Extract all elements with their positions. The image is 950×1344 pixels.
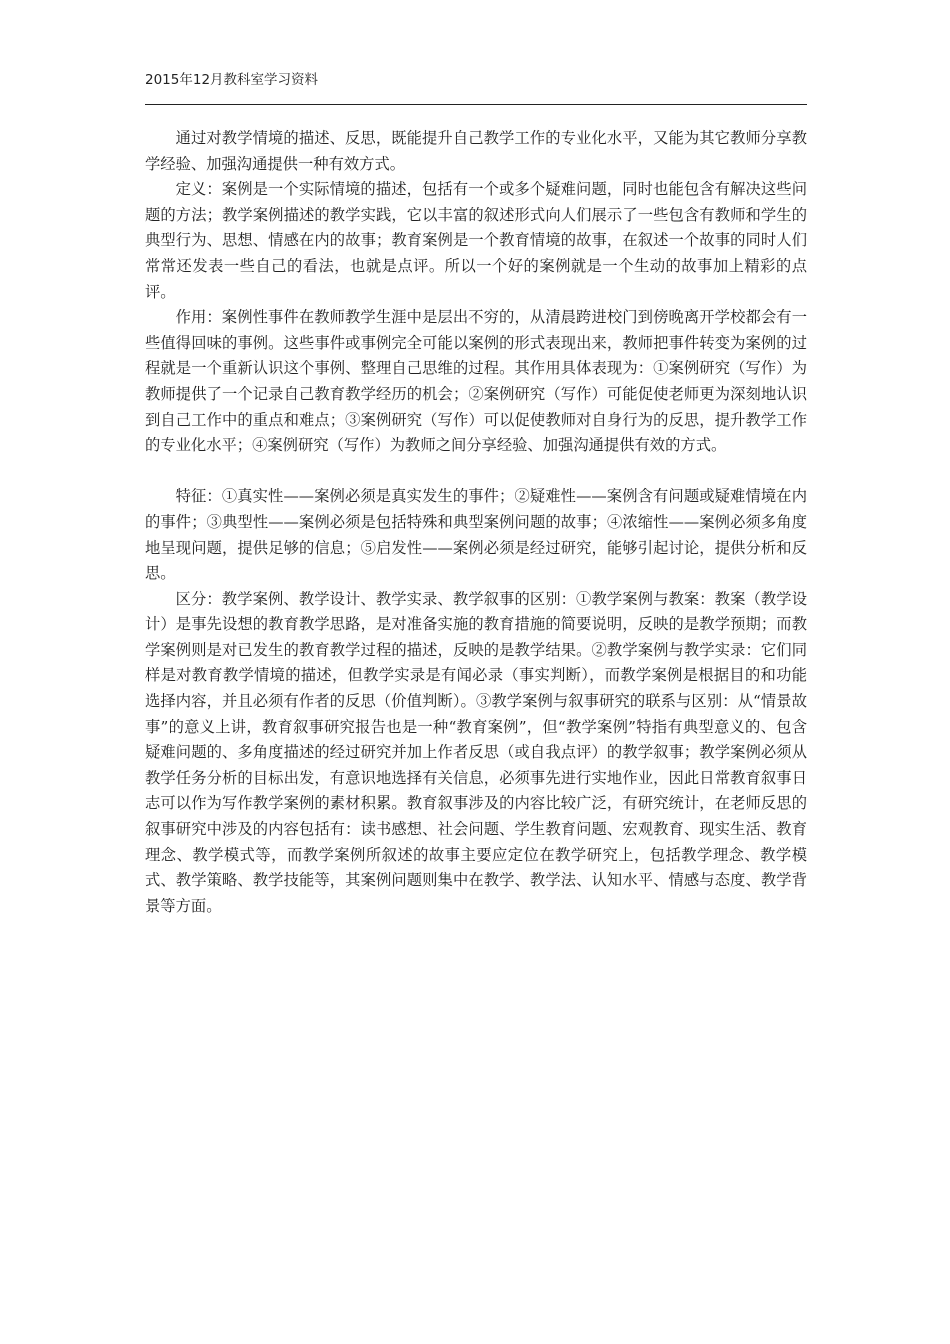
paragraph-features: 特征：①真实性——案例必须是真实发生的事件；②疑难性——案例含有问题或疑难情境在内的事件；③典型性——案例必须是包括特殊和典型案例问题的故事；④浓缩性——案例必须多角度地呈现问题，提供足够的信息；⑤启发性——案例必须是经过研究，能够引起讨论，提供分析和反思。	[145, 487, 807, 583]
paragraph-definition: 定义：案例是一个实际情境的描述，包括有一个或多个疑难问题，同时也能包含有解决这些问题的方法；教学案例描述的教学实践，它以丰富的叙述形式向人们展示了一些包含有教师和学生的典型行为、思想、情感在内的故事；教育案例是一个教育情境的故事，在叙述一个故事的同时人们常常还发表一些自己的看法，也就是点评。所以一个好的案例就是一个生动的故事加上精彩的点评。	[145, 180, 807, 301]
paragraph-function: 作用：案例性事件在教师教学生涯中是层出不穷的，从清晨跨进校门到傍晚离开学校都会有一些值得回味的事例。这些事件或事例完全可能以案例的形式表现出来，教师把事件转变为案例的过程就是一个重新认识这个事例、整理自己思维的过程。其作用具体表现为：①案例研究（写作）为教师提供了一个记录自己教育教学经历的机会；②案例研究（写作）可能促使老师更为深刻地认识到自己工作中的重点和难点；③案例研究（写作）可以促使教师对自身行为的反思，提升教学工作的专业化水平；④案例研究（写作）为教师之间分享经验、加强沟通提供有效的方式。	[145, 308, 807, 455]
paragraph-spacer	[145, 459, 807, 485]
document-body	[145, 126, 807, 919]
paragraph-intro: 通过对教学情境的描述、反思，既能提升自己教学工作的专业化水平，又能为其它教师分享教学经验、加强沟通提供一种有效方式。	[145, 129, 807, 173]
paragraph-distinction: 区分：教学案例、教学设计、教学实录、教学叙事的区别：①教学案例与教案：教案（教学设计）是事先设想的教育教学思路，是对准备实施的教育措施的简要说明，反映的是教学预期；而教学案例则是对已发生的教育教学过程的描述，反映的是教学结果。②教学案例与教学实录：它们同样是对教育教学情境的描述，但教学实录是有闻必录（事实判断），而教学案例是根据目的和功能选择内容，并且必须有作者的反思（价值判断）。③教学案例与叙事研究的联系与区别：从“情景故事”的意义上讲，教育叙事研究报告也是一种“教育案例”，但“教学案例”特指有典型意义的、包含疑难问题的、多角度描述的经过研究并加上作者反思（或自我点评）的教学叙事；教学案例必须从教学任务分析的目标出发，有意识地选择有关信息，必须事先进行实地作业，因此日常教育叙事日志可以作为写作教学案例的素材积累。教育叙事涉及的内容比较广泛，有研究统计，在老师反思的叙事研究中涉及的内容包括有：读书感想、社会问题、学生教育问题、宏观教育、现实生活、教育理念、教学模式等，而教学案例所叙述的故事主要应定位在教学研究上，包括教学理念、教学模式、教学策略、教学技能等，其案例问题则集中在教学、教学法、认知水平、情感与态度、教学背景等方面。	[145, 589, 807, 915]
page-header: 2015年12月教科室学习资料	[145, 72, 319, 88]
header-divider	[145, 104, 807, 105]
